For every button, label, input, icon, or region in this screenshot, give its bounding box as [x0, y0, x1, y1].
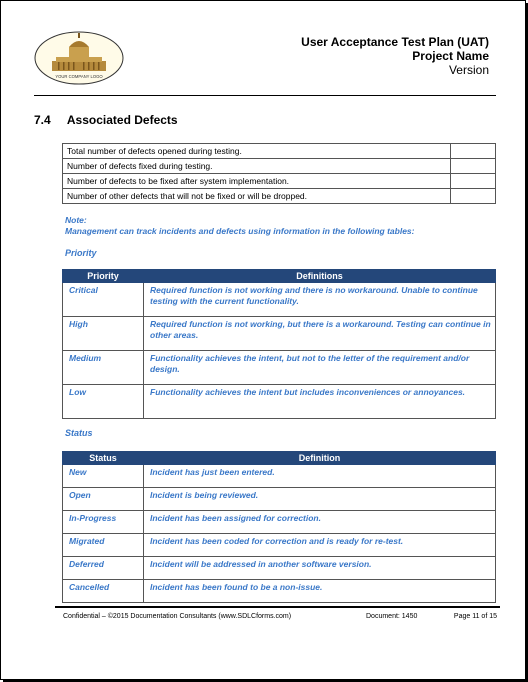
priority-name: Medium	[63, 351, 144, 385]
summary-label: Number of defects to be fixed after system implementation.	[63, 174, 451, 189]
footer-page-number: Page 11 of 15	[453, 613, 497, 620]
header-divider	[34, 95, 496, 96]
table-row	[63, 144, 496, 159]
priority-definition: Functionality achieves the intent, but not to the letter of the requirement and/or design.	[144, 351, 496, 385]
summary-value[interactable]	[451, 159, 496, 174]
footer-confidential: Confidential – ©2015 Documentation Consultants (www.SDLCforms.com)	[63, 613, 292, 620]
status-name: New	[63, 465, 144, 488]
priority-name: High	[63, 317, 144, 351]
footer-divider	[55, 606, 500, 608]
status-name: Deferred	[63, 557, 144, 580]
status-definition: Incident has been coded for correction and is ready for re-test.	[144, 534, 496, 557]
project-name: Project Name	[412, 49, 489, 63]
summary-label: Number of other defects that will not be fixed or will be dropped.	[63, 189, 451, 204]
table-row	[63, 580, 496, 603]
table-row	[63, 385, 496, 419]
summary-label: Number of defects fixed during testing.	[63, 159, 451, 174]
summary-value[interactable]	[451, 189, 496, 204]
section-heading	[34, 113, 178, 127]
svg-text:YOUR COMPANY LOGO: YOUR COMPANY LOGO	[55, 74, 103, 79]
document-header	[301, 35, 489, 77]
table-row	[63, 557, 496, 580]
status-name: Migrated	[63, 534, 144, 557]
table-row	[63, 317, 496, 351]
table-header-row	[63, 270, 496, 283]
table-header-row	[63, 452, 496, 465]
status-definition: Incident has just been entered.	[144, 465, 496, 488]
status-name: Cancelled	[63, 580, 144, 603]
table-row	[63, 189, 496, 204]
section-number: 7.4	[34, 113, 51, 127]
table-row	[63, 159, 496, 174]
table-row	[63, 351, 496, 385]
status-definition: Incident has been assigned for correction.	[144, 511, 496, 534]
status-definition: Incident is being reviewed.	[144, 488, 496, 511]
table-row	[63, 174, 496, 189]
status-label: Status	[65, 428, 93, 438]
column-header: Status	[63, 452, 144, 465]
priority-name: Low	[63, 385, 144, 419]
status-name: Open	[63, 488, 144, 511]
table-row	[63, 488, 496, 511]
summary-value[interactable]	[451, 174, 496, 189]
status-definition: Incident has been found to be a non-issue.	[144, 580, 496, 603]
company-logo	[34, 31, 124, 85]
column-header: Definitions	[144, 270, 496, 283]
version-label: Version	[448, 63, 489, 77]
table-row	[63, 511, 496, 534]
priority-table	[62, 269, 496, 419]
defect-summary-table	[62, 143, 496, 204]
priority-definition: Required function is not working and there is no workaround. Unable to continue testing with the current functionality.	[144, 283, 496, 317]
priority-name: Critical	[63, 283, 144, 317]
status-table	[62, 451, 496, 603]
document-title: User Acceptance Test Plan (UAT)	[301, 35, 489, 49]
priority-definition: Required function is not working, but there is a workaround. Testing can continue in other areas.	[144, 317, 496, 351]
table-row	[63, 465, 496, 488]
priority-label: Priority	[65, 248, 97, 258]
column-header: Definition	[144, 452, 496, 465]
status-definition: Incident will be addressed in another software version.	[144, 557, 496, 580]
status-name: In-Progress	[63, 511, 144, 534]
summary-label: Total number of defects opened during testing.	[63, 144, 451, 159]
note-label: Note:	[65, 215, 87, 225]
priority-definition: Functionality achieves the intent but includes inconveniences or annoyances.	[144, 385, 496, 419]
column-header: Priority	[63, 270, 144, 283]
table-row	[63, 534, 496, 557]
summary-value[interactable]	[451, 144, 496, 159]
note-block	[65, 215, 415, 237]
note-text: Management can track incidents and defects using information in the following tables:	[65, 226, 415, 236]
footer-document-number: Document: 1450	[366, 613, 418, 620]
table-row	[63, 283, 496, 317]
section-title: Associated Defects	[66, 113, 178, 127]
